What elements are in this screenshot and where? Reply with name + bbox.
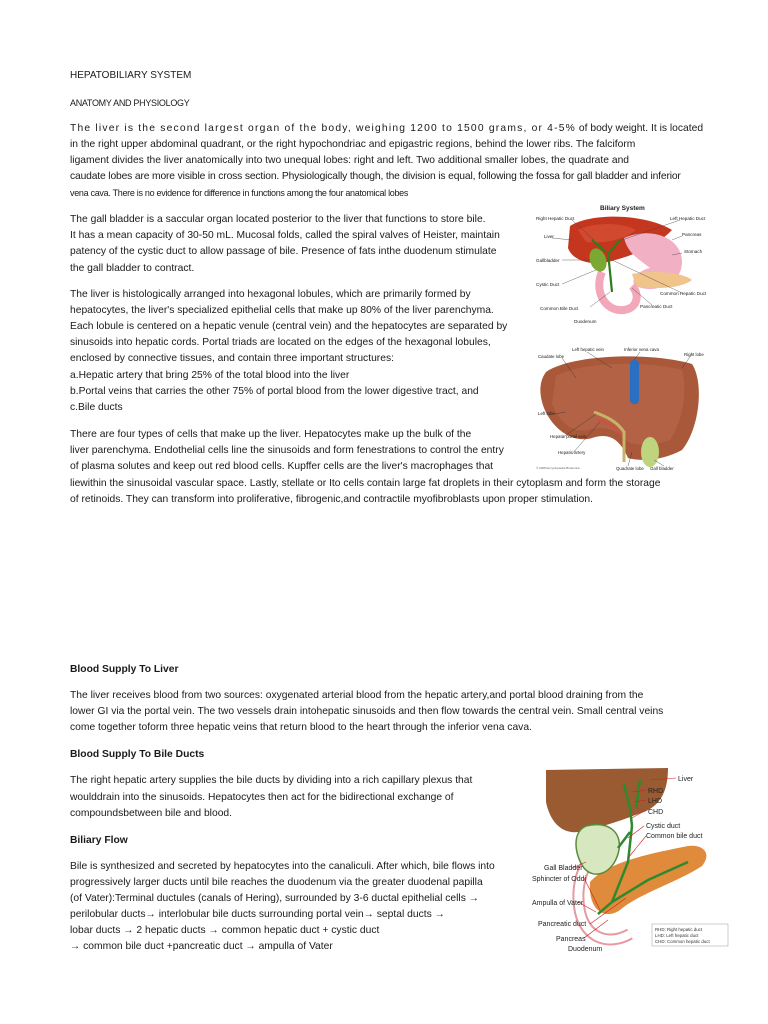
label-rhd: RHD [648,788,664,795]
label-left-lobe: Left lobe [538,411,555,416]
text-line: liewithin the sinusoidal vascular space. Lastly, stellate or Ito cells contain large fat droplets in their cytoplasm and form the storage [70,478,661,489]
text-line: progressively larger ducts until bile reaches the duodenum via the greater duodenal papilla [70,877,483,888]
label-pancreatic-duct: Pancreatic Duct [640,304,673,309]
inferior-vena-cava-shape [630,360,639,404]
list-item: c.Bile ducts [70,402,123,413]
text-line: in the right upper abdominal quadrant, or the right hypochondriac and epigastric regions, behind the lower ribs. The falciform [70,139,636,150]
text-line: There are four types of cells that make up the liver. Hepatocytes make up the bulk of the [70,429,472,440]
label-gall-bladder: Gall Bladder [544,865,583,872]
figure-liver-lobes [532,342,710,474]
label-hepatic-artery: Hepatic artery [558,450,586,455]
text-line: Bile is synthesized and secreted by hepatocytes into the canaliculi. After which, bile flows into [70,861,495,872]
text-line: ligament divides the liver anatomically into two unequal lobes: right and left. Two additional smaller lobes, the quadrate and [70,155,630,166]
label-ampulla-of-vater: Ampulla of Vater [532,900,584,907]
list-item: a.Hepatic artery that bring 25% of the total blood into the liver [70,370,350,381]
label-lhd: LHD [648,798,663,805]
copyright-text: © 2008 Encyclopædia Britannica [536,466,580,470]
text-line: perilobular ducts→ interlobular bile ducts surrounding portal vein→ septal ducts → [70,909,445,920]
text-line: → common bile duct +pancreatic duct → ampulla of Vater [70,941,333,952]
label-left-hepatic-vein: Left hepatic vein [572,347,604,352]
label-hepatic-portal-vein: Hepatic portal vein [550,434,587,439]
label-inferior-vena-cava: Inferior vena cava [624,347,659,352]
list-item: b.Portal veins that carries the other 75% of portal blood from the lower digestive tract, and [70,386,479,397]
label-pancreas: Pancreas [682,232,702,237]
section-heading-biliary-flow: Biliary Flow [70,835,128,846]
text-line: Each lobule is centered on a hepatic venule (central vein) and the hepatocytes are separated by [70,321,508,332]
text-line: The liver receives blood from two sources: oxygenated arterial blood from the hepatic artery,and portal blood draining from the [70,690,644,701]
label-gall-bladder: Gall bladder [650,466,674,471]
text-line: enclosed by connective tissues, and contain three important structures: [70,353,394,364]
liver-lobes-illustration [532,342,710,474]
label-common-bile-duct: Common Bile Duct [540,306,579,311]
label-liver: Liver [678,776,694,783]
text-line: lobar ducts → 2 hepatic ducts → common hepatic duct + cystic duct [70,925,380,936]
biliary-system-illustration [532,200,712,328]
label-right-lobe: Right lobe [684,352,704,357]
text-line: vena cava. There is no evidence for difference in functions among the four anatomical lobes [70,188,409,198]
text-line [70,121,703,138]
text-line: lower GI via the portal vein. The two vessels drain intohepatic sinusoids and then flow towards the central vein. Small central veins [70,706,664,717]
pancreas-shape [632,272,692,288]
text-line: compoundsbetween bile and blood. [70,808,233,819]
label-cystic-duct: Cystic duct [646,823,681,830]
text-line: The gall bladder is a saccular organ located posterior to the liver that functions to store bile. [70,214,486,225]
text-line: the gall bladder to contract. [70,263,195,274]
label-duodenum: Duodenum [568,946,603,953]
text-line: sinusoids into hepatic cords. Portal triads are located on the edges of the hexagonal lobules, [70,337,491,348]
section-heading-anatomy: ANATOMY AND PHYSIOLOGY [70,98,190,108]
section-heading-blood-supply-bile-ducts: Blood Supply To Bile Ducts [70,749,205,760]
text-line: come together toform three hepatic veins that return blood to the heart through the inferior vena cava. [70,722,532,733]
label-cystic-duct: Cystic Duct [536,282,560,287]
text-line: hepatocytes, the liver's specialized epithelial cells that make up 80% of the liver parenchyma. [70,305,494,316]
label-common-bile-duct: Common bile duct [646,833,703,840]
text-line: The liver is histologically arranged into hexagonal lobules, which are primarily formed by [70,289,471,300]
label-liver: Liver [544,234,554,239]
figure-title: Biliary System [600,205,645,212]
text-line: woulddrain into the sinusoids. Hepatocytes then act for the bidirectional exchange of [70,792,454,803]
text-line: of retinoids. They can transform into proliferative, fibrogenic,and contractile myofibroblasts upon proper stimulation. [70,494,593,505]
legend-rhd: RHD: Right hepatic duct [655,927,703,932]
text-span: The liver is the second largest organ of the body, weighing 1200 to 1500 grams, or 4-5% [70,123,577,134]
text-line [70,169,681,186]
text-line: (of Vater):Terminal ductules (canals of Hering), surrounded by 3-6 ductal epithelial cells → [70,893,480,904]
text-line: It has a mean capacity of 30-50 mL. Mucosal folds, called the spiral valves of Heister, maintain [70,230,500,241]
gall-bladder-shape [641,437,659,467]
label-gallbladder: Gallbladder [536,258,560,263]
label-pancreas: Pancreas [556,936,586,943]
label-pancreatic-duct: Pancreatic duct [538,921,587,928]
text-line: The right hepatic artery supplies the bile ducts by dividing into a rich capillary plexus that [70,775,473,786]
text-line: liver parenchyma. Endothelial cells line the sinusoids and form fenestrations to control the entry [70,445,504,456]
label-quadrate-lobe: Quadrate lobe [616,466,644,471]
label-left-hepatic-duct: Left Hepatic Duct [670,216,706,221]
label-chd: CHD [648,809,664,816]
bile-duct-illustration [528,762,733,960]
duodenum-shape [599,272,636,310]
section-heading-blood-supply-liver: Blood Supply To Liver [70,664,179,675]
text-span: caudate lobes are more visible in cross section. Physiologically though, the division is equal, following the fossa for gall bladder and inferior [70,171,681,182]
figure-biliary-system [532,200,712,328]
label-sphincter-of-oddi: Sphincter of Oddi [532,876,587,883]
label-common-hepatic-duct: Common Hepatic Duct [660,291,707,296]
text-line: of plasma solutes and keep out red blood cells. Kupffer cells are the liver's macrophages that [70,461,494,472]
legend-box [652,924,728,946]
legend-lhd: LHD: Left hepatic duct [655,933,699,938]
label-stomach: Stomach [684,249,703,254]
legend-chd: CHD: Common hepatic duct [655,939,710,944]
text-span: of body weight. It is located [576,123,704,134]
document-title: HEPATOBILIARY SYSTEM [70,70,192,81]
label-right-hepatic-duct: Right Hepatic Duct [536,216,575,221]
text-line: patency of the cystic duct to allow passage of bile. Presence of fats inthe duodenum stimulate [70,246,497,257]
figure-bile-duct-anatomy [528,762,733,960]
label-duodenum: Duodenum [574,319,597,324]
label-caudate-lobe: Caudate lobe [538,354,565,359]
